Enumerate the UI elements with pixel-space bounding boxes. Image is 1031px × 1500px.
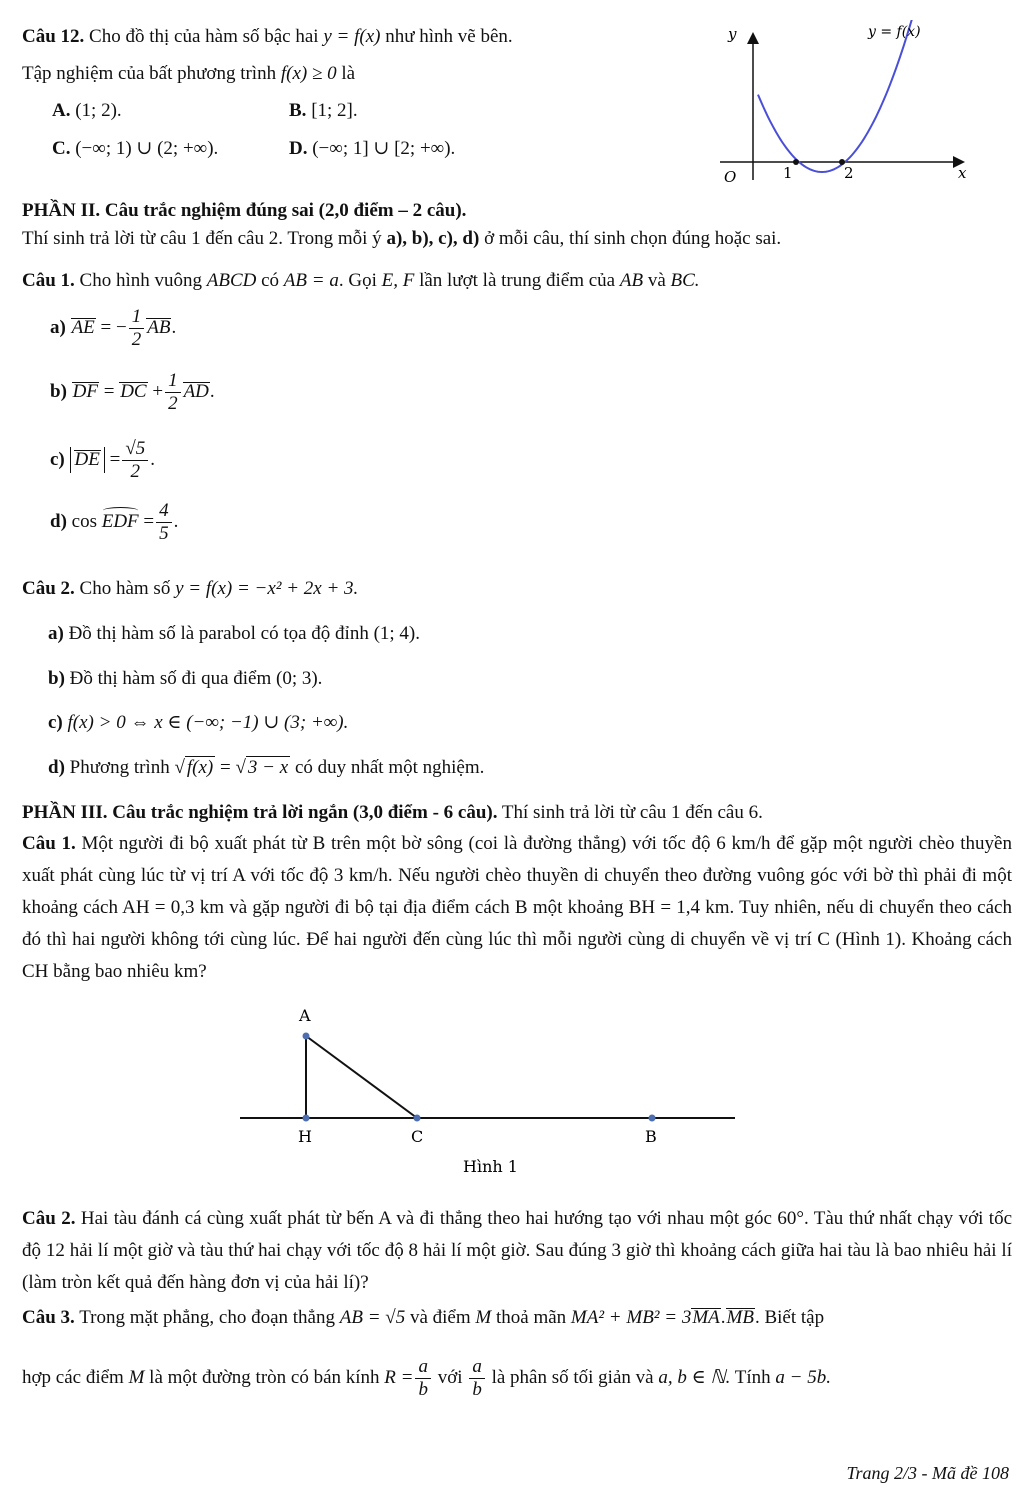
text: Tính [734,1366,771,1388]
text: Đồ thị hàm số là parabol có tọa độ đỉnh [68,623,369,644]
question-label: Câu 12. [22,26,85,47]
radicand: 3 − x [247,757,289,778]
label-A: A [299,1006,311,1025]
text: cos [71,510,97,532]
figure-1 [235,1000,745,1185]
question-label: Câu 2. [22,578,75,599]
angle: EDF [101,510,139,532]
math: (1; 4). [373,623,421,644]
part3-heading [22,802,763,824]
option-value: [1; 2]. [311,100,358,121]
text: thoả mãn [495,1307,567,1328]
heading-bold: PHẦN III. Câu trắc nghiệm trả lời ngắn (3,0 điểm - 6 câu). [22,802,498,823]
p3-c3-line1 [22,1307,824,1329]
question-label: Câu 3. [22,1307,75,1328]
numerator: √5 [122,438,148,461]
radicand: f(x) [186,757,214,778]
root-sign: √ [174,757,185,778]
question-label: Câu 1. [22,833,76,854]
vector: AB [147,316,171,338]
item-label: d) [50,510,67,532]
denominator: 2 [130,461,141,482]
item-label: b) [48,668,65,689]
denominator: b [472,1379,482,1400]
math: M [128,1366,145,1388]
item-label: a) [50,316,66,338]
p2-c1-d [50,500,178,545]
math: AB = √5 [339,1307,406,1328]
question-text: Hai tàu đánh cá cùng xuất phát từ bến A và đi thẳng theo hai hướng tạo với nhau một góc 60°. Tàu thứ nhất chạy với tốc độ 12 hải lí một giờ và tàu thứ hai chạy với tốc độ 8 hải lí một giờ. Sau đúng 3 giờ thì khoảng cách giữa hai tàu là bao nhiêu hải lí (làm tròn kết quả đến hàng đơn vị của hải lí)? [22,1208,1013,1293]
text: là [341,63,356,84]
text: và điểm [409,1307,471,1328]
denominator: 2 [168,393,178,414]
question-label: Câu 1. [22,270,75,291]
numerator: 1 [165,370,181,393]
text: Đồ thị hàm số đi qua điểm [69,668,272,689]
math: f(x) > 0 ⇔ x ∈ (−∞; −1) ∪ (3; +∞). [67,712,349,733]
option-value: (−∞; 1) ∪ (2; +∞). [75,138,219,159]
item-label: c) [50,448,65,470]
option-key: A. [52,100,71,121]
text: . Biết tập [754,1307,825,1328]
p3-c3-line2 [22,1356,831,1401]
vector: MA [692,1307,720,1328]
text: Cho đồ thị của hàm số bậc hai [89,26,319,47]
text: a), b), c), d) [386,228,480,249]
p2-c1-b [50,370,215,415]
vector: DE [74,448,100,470]
point-B [649,1115,656,1122]
origin-label: O [724,168,737,186]
denominator: 2 [131,329,142,350]
text: ở mỗi câu, thí sinh chọn đúng hoặc sai. [484,228,782,249]
item-label: b) [50,380,67,402]
math: M [475,1307,492,1328]
option-d [289,137,455,160]
math: y = f(x) = −x² + 2x + 3. [175,578,359,599]
option-value: (−∞; 1] ∪ [2; +∞). [312,138,456,159]
math: MA² + MB² = 3 [570,1307,692,1328]
item-label: c) [48,712,63,733]
text: Phương trình [69,757,170,778]
q12-line1 [22,26,513,48]
text: và [647,270,666,291]
math: BC. [670,270,700,291]
math: a, b ∈ ℕ. [658,1366,731,1388]
text: = [109,448,121,470]
numerator: 4 [156,500,172,523]
point-A [303,1033,310,1040]
question-text: Một người đi bộ xuất phát từ B trên một bờ sông (coi là đường thẳng) với tốc độ 6 km/h để gặp một người chèo thuyền xuất phát cùng lúc từ vị trí A với tốc độ 3 km/h. Nếu người chèo thuyền di chuyển theo đường vuông góc với bờ thì phải đi một khoảng cách AH = 0,3 km và gặp người đi bộ tại địa điểm cách B một khoảng BH = 1,4 km. Tuy nhiên, nếu di chuyển theo cách đó thì hai người không tới cùng lúc. Để hai người đến cùng lúc thì mỗi người cùng di chuyển về vị trí C (Hình 1). Khoảng cách CH bằng bao nhiêu km? [22,833,1012,982]
fraction [156,500,172,545]
parabola-graph [700,20,980,190]
option-value: (1; 2). [75,100,122,121]
abs-value [70,447,105,473]
text: là một đường tròn có bán kính [149,1366,380,1388]
y-axis-label: y [728,25,737,43]
math: f(x) ≥ 0 [280,63,337,84]
fraction [122,438,148,483]
figure-caption: Hình 1 [463,1157,518,1176]
math: y = f(x) [323,26,381,47]
p2-c2-d [48,757,484,779]
vector: DC [120,380,147,402]
math: E, F [381,270,415,291]
item-label: a) [48,623,64,644]
fraction [165,370,181,415]
text: là phân số tối giản và [491,1366,654,1388]
math: R = [384,1366,414,1388]
label-B: B [645,1127,657,1146]
p2-c2-b [48,668,322,690]
math: a − 5b. [775,1366,831,1388]
text: + [152,380,164,402]
vector: DF [72,380,98,402]
tick-label-1: 1 [783,164,793,182]
denominator: 5 [159,523,169,544]
math: (0; 3). [276,668,323,689]
text: hợp các điểm [22,1366,124,1388]
text: Trong mặt phẳng, cho đoạn thẳng [79,1307,335,1328]
text: . [209,380,215,402]
p3-c2 [22,1203,1012,1299]
text: với [437,1366,463,1388]
text: . Gọi [338,270,377,291]
text: . [720,1307,726,1328]
option-key: B. [289,100,307,121]
text: Cho hình vuông [79,270,202,291]
p3-c1 [22,828,1012,988]
parabola-curve [758,20,918,172]
denominator: b [418,1379,428,1400]
point-H [303,1115,310,1122]
p2-c1-a [50,306,176,351]
fraction [129,306,145,351]
text: Thí sinh trả lời từ câu 1 đến câu 2. Trong mỗi ý [22,228,382,249]
p2-c2-c [48,711,348,734]
option-b [289,100,358,122]
text: Thí sinh trả lời từ câu 1 đến câu 6. [501,802,763,823]
option-c [52,137,218,160]
x-axis-label: x [958,164,967,182]
text: . [171,316,177,338]
text: Tập nghiệm của bất phương trình [22,63,277,84]
option-key: C. [52,138,71,159]
option-a [52,100,122,122]
text: như hình vẽ bên. [385,26,513,47]
text: = − [100,316,127,338]
text: có [261,270,280,291]
text: = [103,380,115,402]
text: . [150,448,155,470]
text: Cho hàm số [79,578,171,599]
math: AB [619,270,644,291]
root-point-1 [793,159,799,165]
fraction [469,1356,485,1401]
math: AB = a [283,270,339,291]
p2-c1-c [50,438,155,483]
question-label: Câu 2. [22,1208,76,1229]
math: ABCD [206,270,257,291]
part2-heading: PHẦN II. Câu trắc nghiệm đúng sai (2,0 điểm – 2 câu). [22,200,467,221]
p2-c1-stem [22,270,700,292]
label-C: C [411,1127,424,1146]
vector: AE [71,316,95,338]
point-C [414,1115,421,1122]
item-label: d) [48,757,65,778]
numerator: a [415,1356,431,1379]
tick-label-2: 2 [844,164,854,182]
text: = [143,510,155,532]
numerator: a [469,1356,485,1379]
text: có duy nhất một nghiệm. [294,757,485,778]
p2-c2-stem [22,578,358,600]
text: = [220,757,231,778]
vector: MB [726,1307,754,1328]
curve-label: y = f(x) [868,24,921,40]
text: . [173,510,179,532]
q12-line2 [22,63,355,85]
part2-intro [22,228,781,250]
option-key: D. [289,138,308,159]
text: lần lượt là trung điểm của [419,270,616,291]
segment-AC [306,1036,417,1118]
numerator: 1 [129,306,145,329]
p2-c2-a [48,623,420,645]
label-H: H [298,1127,312,1146]
fraction [415,1356,431,1401]
page-footer: Trang 2/3 - Mã đề 108 [846,1463,1009,1483]
vector: AD [183,380,209,402]
root-sign: √ [235,757,246,778]
